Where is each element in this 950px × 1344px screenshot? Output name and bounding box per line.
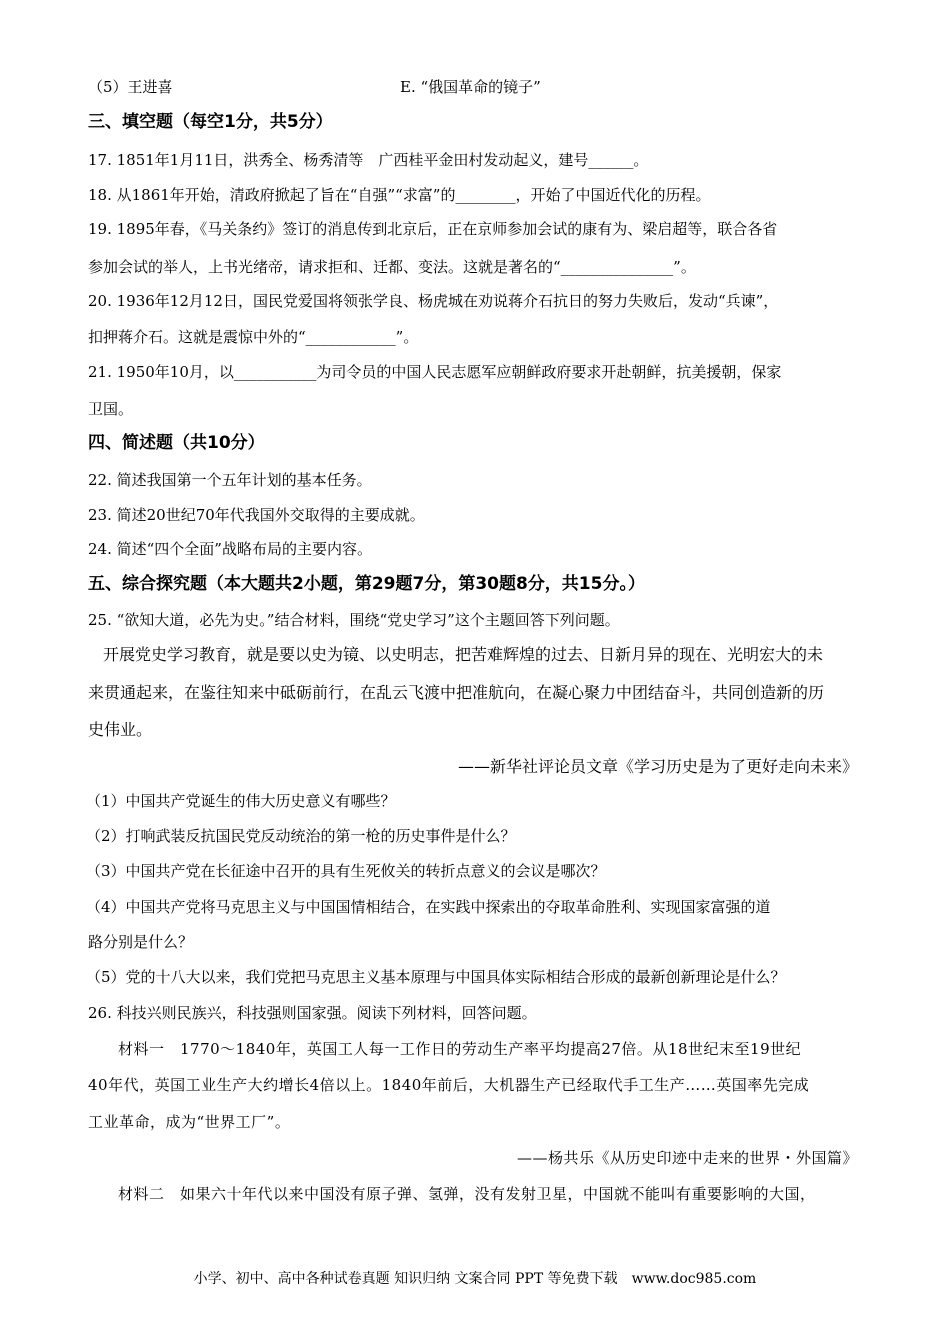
question-19-line-2: 参加会试的举人，上书光绪帝，请求拒和、迁都、变法。这就是著名的“_______________”。 bbox=[88, 258, 696, 276]
question-25-stem: 25. “欲知大道，必先为史。”结合材料，围绕“党史学习”这个主题回答下列问题。 bbox=[88, 611, 620, 629]
q25-material-line-2: 来贯通起来，在鉴往知来中砥砺前行，在乱云飞渡中把准航向，在凝心聚力中团结奋斗，共同创造新的历 bbox=[88, 683, 825, 702]
q25-sub-5: （5）党的十八大以来，我们党把马克思主义基本原理与中国具体实际相结合形成的最新创新理论是什么？ bbox=[86, 968, 786, 986]
question-24: 24. 简述“四个全面”战略布局的主要内容。 bbox=[88, 540, 372, 558]
question-23: 23. 简述20世纪70年代我国外交取得的主要成就。 bbox=[88, 506, 425, 524]
question-21-line-1: 21. 1950年10月，以___________为司令员的中国人民志愿军应朝鲜政府要求开赴朝鲜，抗美援朝，保家 bbox=[88, 363, 782, 381]
q25-sub-3: （3）中国共产党在长征途中召开的具有生死攸关的转折点意义的会议是哪次？ bbox=[86, 862, 606, 880]
section-3-title: 三、填空题（每空1分，共5分） bbox=[88, 112, 333, 132]
match-left: （5）王进喜 bbox=[88, 78, 173, 96]
question-19-line-1: 19. 1895年春，《马关条约》签订的消息传到北京后，正在京师参加会试的康有为、梁启超等，联合各省 bbox=[88, 220, 778, 238]
q25-sub-2: （2）打响武装反抗国民党反动统治的第一枪的历史事件是什么？ bbox=[86, 827, 516, 845]
section-5-title: 五、综合探究题（本大题共2小题，第29题7分，第30题8分，共15分。） bbox=[88, 574, 645, 594]
page-footer: 小学、初中、高中各种试卷真题 知识归纳 文案合同 PPT 等免费下载 www.doc985.com bbox=[193, 1271, 757, 1287]
question-18: 18. 从1861年开始，清政府掀起了旨在“自强”“求富”的________，开始了中国近代化的历程。 bbox=[88, 186, 711, 204]
q25-sub-1: （1）中国共产党诞生的伟大历史意义有哪些？ bbox=[86, 792, 396, 810]
q25-material-source: ——新华社评论员文章《学习历史是为了更好走向未来》 bbox=[457, 757, 858, 776]
question-22: 22. 简述我国第一个五年计划的基本任务。 bbox=[88, 471, 372, 489]
q26-material-1-line-1: 材料一 1770～1840年，英国工人每一工作日的劳动生产率平均提高27倍。从18世纪末至19世纪 bbox=[118, 1040, 802, 1058]
section-4-title: 四、简述题（共10分） bbox=[88, 433, 265, 453]
question-17: 17. 1851年1月11日，洪秀全、杨秀清等 广西桂平金田村发动起义，建号______。 bbox=[88, 151, 649, 169]
question-26-stem: 26. 科技兴则民族兴，科技强则国家强。阅读下列材料，回答问题。 bbox=[88, 1004, 537, 1022]
q26-material-2-line-1: 材料二 如果六十年代以来中国没有原子弹、氢弹，没有发射卫星，中国就不能叫有重要影响的大国， bbox=[118, 1185, 816, 1203]
question-20-line-1: 20. 1936年12月12日，国民党爱国将领张学良、杨虎城在劝说蒋介石抗日的努力失败后，发动“兵谏”， bbox=[88, 292, 779, 310]
q25-sub-4-line-2: 路分别是什么？ bbox=[88, 933, 194, 951]
question-20-line-2: 扣押蒋介石。这就是震惊中外的“____________”。 bbox=[88, 328, 419, 346]
match-row-5 bbox=[88, 77, 541, 97]
match-right: E. “俄国革命的镜子” bbox=[400, 78, 541, 96]
q26-material-1-line-3: 工业革命，成为“世界工厂”。 bbox=[88, 1113, 291, 1131]
q25-material-line-1: 开展党史学习教育，就是要以史为镜、以史明志，把苦难辉煌的过去、日新月异的现在、光明宏大的未 bbox=[103, 645, 824, 664]
q26-material-1-line-2: 40年代，英国工业生产大约增长4倍以上。1840年前后，大机器生产已经取代手工生产……英国率先完成 bbox=[88, 1076, 810, 1094]
q25-material-line-3: 史伟业。 bbox=[88, 720, 153, 739]
question-21-line-2: 卫国。 bbox=[88, 400, 134, 418]
q26-material-1-source: ——杨共乐《从历史印迹中走来的世界・外国篇》 bbox=[516, 1149, 858, 1167]
q25-sub-4-line-1: （4）中国共产党将马克思主义与中国国情相结合，在实践中探索出的夺取革命胜利、实现国家富强的道 bbox=[86, 898, 771, 916]
